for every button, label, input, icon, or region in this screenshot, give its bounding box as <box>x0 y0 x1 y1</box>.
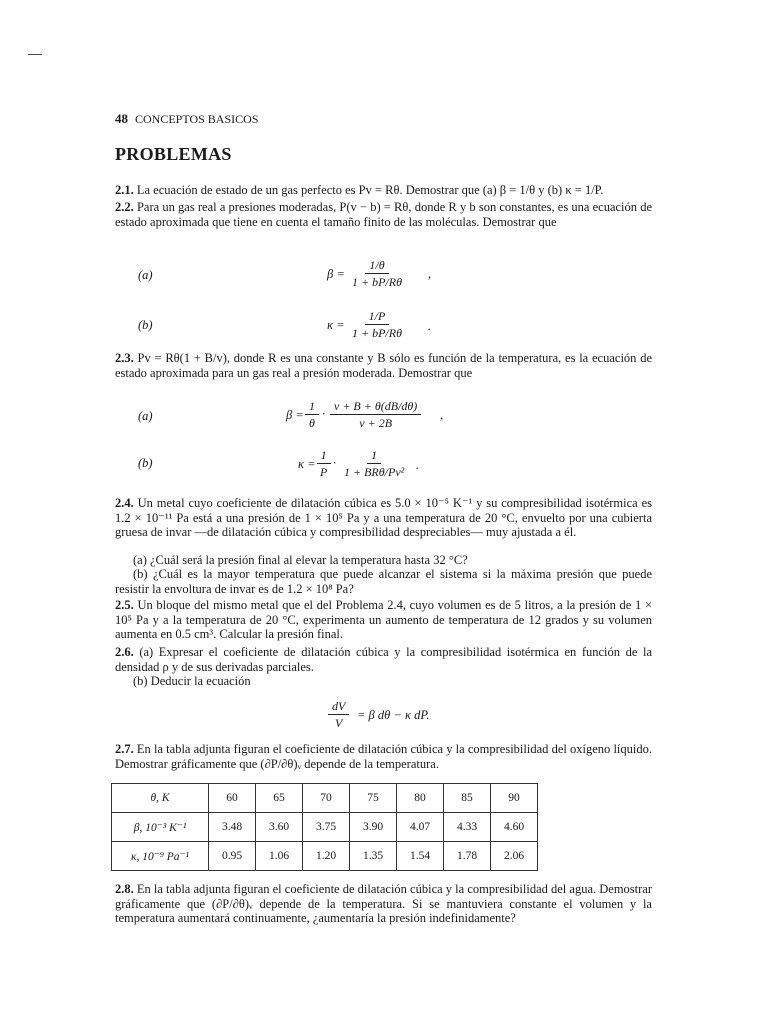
table-header-cell: 70 <box>303 784 350 813</box>
problem-number: 2.2. <box>115 200 134 214</box>
punctuation: , <box>440 408 444 422</box>
beta-fraction <box>348 258 406 289</box>
problem-number: 2.7. <box>115 742 134 756</box>
table-cell: 1.06 <box>256 842 303 871</box>
fraction-denominator: 1 + BRθ/Pv² <box>344 465 405 479</box>
table-header-cell: θ, K <box>112 784 209 813</box>
kappa-fraction <box>348 309 406 340</box>
problem-2-6-part-b: (b) Deducir la ecuación <box>133 674 251 688</box>
problem-text: La ecuación de estado de un gas perfecto es Pv = Rθ. Demostrar que (a) β = 1/θ y (b) κ = 1/P. <box>136 183 604 197</box>
punctuation: . <box>428 319 432 333</box>
fraction-denominator: v + 2B <box>359 416 393 430</box>
fraction-denominator: θ <box>309 416 315 430</box>
row-label: κ, 10⁻⁹ Pa⁻¹ <box>112 842 209 871</box>
table-cell: 1.54 <box>397 842 444 871</box>
fraction-numerator: 1 <box>317 448 331 464</box>
problem-number: 2.6. <box>115 645 134 659</box>
table-cell: 4.33 <box>444 813 491 842</box>
problem-number: 2.5. <box>115 598 134 612</box>
multiply-dot: · <box>333 456 337 470</box>
punctuation: . <box>416 458 420 472</box>
beta-lhs: β = <box>286 408 304 422</box>
problem-2-6 <box>115 645 652 674</box>
table-cell: 3.48 <box>209 813 256 842</box>
table-header-cell: 85 <box>444 784 491 813</box>
table-cell: 0.95 <box>209 842 256 871</box>
table-header-cell: 90 <box>491 784 538 813</box>
table-row <box>112 784 538 813</box>
kappa-fraction <box>340 448 408 479</box>
table-header-cell: 75 <box>350 784 397 813</box>
fraction-denominator: V <box>335 716 343 730</box>
page-title: PROBLEMAS <box>115 144 232 164</box>
table-cell: 2.06 <box>491 842 538 871</box>
problem-2-3 <box>115 351 652 380</box>
problem-text: Pv = Rθ(1 + B/v), donde R es una constante y B sólo es función de la temperatura, es la ecuación de estado aproximada para un gas real a presión moderada. Demostrar que <box>115 351 652 380</box>
punctuation: , <box>428 267 432 281</box>
problem-2-8 <box>115 882 652 926</box>
table-cell: 3.60 <box>256 813 303 842</box>
problem-text: En la tabla adjunta figuran el coeficiente de dilatación cúbica y la compresibilidad del oxígeno líquido. Demostrar gráficamente que (∂P/∂θ)ᵥ depende de la temperatura. <box>115 742 652 771</box>
fraction-1-over-theta <box>305 399 319 430</box>
table-row <box>112 813 538 842</box>
problem-text: En la tabla adjunta figuran el coeficiente de dilatación cúbica y la compresibilidad del agua. Demostrar gráficamente que (∂P/∂θ)ᵥ depende de la temperatura. Si se mantuviera constante el volumen y la temperatura aumentará continuamente, ¿aumentaría la presión indefinidamente? <box>115 882 652 925</box>
table-cell: 3.75 <box>303 813 350 842</box>
problem-text: (a) Expresar el coeficiente de dilatación cúbica y la compresibilidad isotérmica en función de la densidad ρ y de sus derivadas parciales. <box>115 645 653 674</box>
kappa-lhs: κ = <box>327 318 345 332</box>
fraction-numerator: 1 <box>305 399 319 415</box>
multiply-dot: · <box>322 407 326 421</box>
problem-number: 2.1. <box>115 183 134 197</box>
problem-2-4-part-b: (b) ¿Cuál es la mayor temperatura que puede alcanzar el sistema si la máxima presión que puede resistir la envoltura de invar es de 1.2 × 10⁸ Pa? <box>115 567 652 596</box>
beta-lhs: β = <box>327 267 345 281</box>
section-title: CONCEPTOS BASICOS <box>135 112 259 126</box>
problem-text: Un metal cuyo coeficiente de dilatación cúbica es 5.0 × 10⁻⁵ K⁻¹ y su compresibilidad isotérmica es 1.2 × 10⁻¹¹ Pa está a una presión de 1 × 10⁵ Pa y a una temperatura de 20 °C, envuelto por una cubierta gruesa de invar —de dilatación cúbica y compresibilidad despreciables— muy ajustada a él. <box>115 496 653 539</box>
part-a-label: (a) <box>138 409 153 423</box>
fraction-1-over-p <box>316 448 331 479</box>
problem-2-7 <box>115 742 652 771</box>
part-b-label: (b) <box>138 318 153 332</box>
oxygen-data-table <box>111 783 538 871</box>
fraction-numerator: v + B + θ(dB/dθ) <box>330 399 421 415</box>
row-label: β, 10⁻³ K⁻¹ <box>112 813 209 842</box>
table-cell: 1.78 <box>444 842 491 871</box>
scan-mark <box>28 54 42 55</box>
table-cell: 1.20 <box>303 842 350 871</box>
part-b-label: (b) <box>138 456 153 470</box>
table-cell: 4.07 <box>397 813 444 842</box>
table-header-cell: 60 <box>209 784 256 813</box>
part-a-label: (a) <box>138 268 153 282</box>
fraction-numerator: 1/θ <box>365 258 388 274</box>
equation-rhs: = β dθ − κ dP. <box>357 708 430 722</box>
problem-2-4-part-a: (a) ¿Cuál será la presión final al elevar la temperatura hasta 32 °C? <box>133 553 468 567</box>
table-header-cell: 80 <box>397 784 444 813</box>
fraction-numerator: 1 <box>367 448 381 464</box>
problem-2-4 <box>115 496 652 540</box>
problem-text: Un bloque del mismo metal que el del Problema 2.4, cuyo volumen es de 5 litros, a la presión de 1 × 10⁵ Pa y a la temperatura de 20 °C, experimenta un aumento de temperatura de 12 grados y su volumen aumenta en 0.5 cm³. Calcular la presión final. <box>115 598 652 641</box>
table-cell: 1.35 <box>350 842 397 871</box>
table-header-cell: 65 <box>256 784 303 813</box>
fraction-denominator: 1 + bP/Rθ <box>352 326 402 340</box>
running-header <box>115 111 258 127</box>
problem-number: 2.8. <box>115 882 134 896</box>
fraction-denominator: 1 + bP/Rθ <box>352 275 402 289</box>
beta-fraction <box>330 399 421 430</box>
problem-2-2 <box>115 200 652 229</box>
fraction-numerator: 1/P <box>365 309 390 325</box>
fraction-denominator: P <box>320 465 328 479</box>
table-cell: 4.60 <box>491 813 538 842</box>
table-cell: 3.90 <box>350 813 397 842</box>
problem-2-1 <box>115 183 652 198</box>
dv-over-v-fraction <box>328 699 349 730</box>
problem-text: Para un gas real a presiones moderadas, P(v − b) = Rθ, donde R y b son constantes, es una ecuación de estado aproximada que tiene en cuenta el tamaño finito de las moléculas. Demostrar que <box>115 200 653 229</box>
page-number: 48 <box>115 111 128 126</box>
fraction-numerator: dV <box>328 699 349 715</box>
table-row <box>112 842 538 871</box>
problem-number: 2.4. <box>115 496 134 510</box>
problem-number: 2.3. <box>115 351 134 365</box>
problem-2-5 <box>115 598 652 642</box>
kappa-lhs: κ = <box>298 457 316 471</box>
